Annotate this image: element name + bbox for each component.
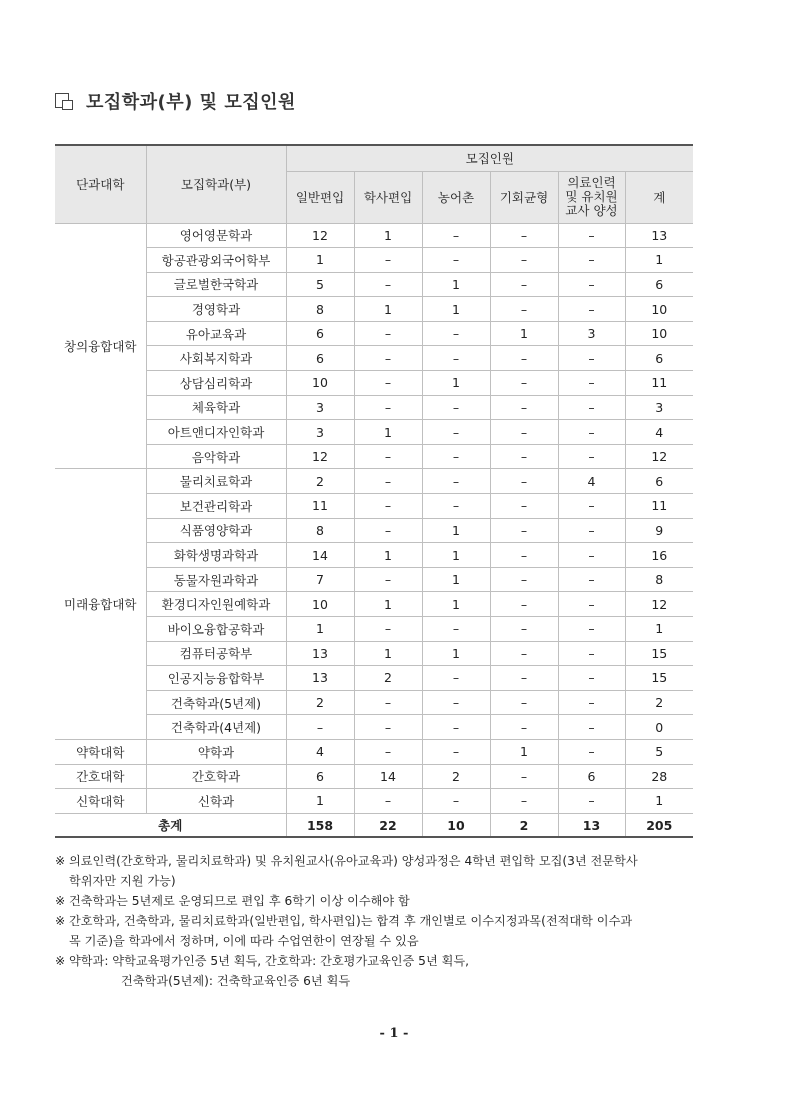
quota-cell: 6 — [286, 321, 354, 346]
quota-cell: 4 — [558, 469, 625, 494]
quota-cell: – — [490, 592, 558, 617]
quota-cell: – — [558, 739, 625, 764]
college-cell: 신학대학 — [55, 789, 146, 814]
dept-cell: 사회복지학과 — [146, 346, 286, 371]
table-row — [55, 739, 693, 764]
header-sub-col-line: 교사 양성 — [565, 203, 618, 218]
quota-cell: 10 — [286, 371, 354, 396]
header-dept: 모집학과(부) — [146, 145, 286, 223]
quota-cell: – — [558, 543, 625, 568]
quota-cell: 12 — [286, 444, 354, 469]
quota-cell: – — [490, 690, 558, 715]
table-row — [55, 346, 693, 371]
table-row — [55, 543, 693, 568]
header-sub-col — [422, 171, 490, 223]
table-row — [55, 297, 693, 322]
quota-cell: – — [354, 395, 422, 420]
table-row — [55, 592, 693, 617]
total-cell: 158 — [286, 813, 354, 837]
dept-cell: 물리치료학과 — [146, 469, 286, 494]
table-row — [55, 272, 693, 297]
quota-cell: 15 — [625, 641, 693, 666]
dept-cell: 환경디자인원예학과 — [146, 592, 286, 617]
quota-cell: 6 — [558, 764, 625, 789]
quota-cell: 8 — [286, 297, 354, 322]
quota-cell: – — [354, 739, 422, 764]
quota-cell: 4 — [625, 420, 693, 445]
quota-cell: 1 — [422, 567, 490, 592]
quota-cell: 8 — [625, 567, 693, 592]
note-line: 의료인력(간호학과, 물리치료학과) 및 유치원교사(유아교육과) 양성과정은 4학년 편입학 모집(3년 전문학사 — [69, 854, 638, 868]
quota-cell: 2 — [286, 469, 354, 494]
quota-cell: – — [558, 567, 625, 592]
table-row — [55, 641, 693, 666]
header-quota-group: 모집인원 — [286, 145, 693, 171]
quota-cell: – — [422, 715, 490, 740]
quota-cell: 12 — [625, 592, 693, 617]
quota-cell: 2 — [625, 690, 693, 715]
quota-cell: 1 — [354, 223, 422, 248]
quota-cell: – — [422, 395, 490, 420]
total-label: 총계 — [55, 813, 286, 837]
quota-cell: – — [354, 469, 422, 494]
quota-cell: 6 — [286, 764, 354, 789]
quota-cell: – — [558, 297, 625, 322]
college-cell: 간호대학 — [55, 764, 146, 789]
dept-cell: 상담심리학과 — [146, 371, 286, 396]
table-row — [55, 518, 693, 543]
quota-cell: – — [490, 346, 558, 371]
quota-cell: – — [490, 248, 558, 273]
quota-cell: – — [422, 469, 490, 494]
dept-cell: 음악학과 — [146, 444, 286, 469]
total-cell: 2 — [490, 813, 558, 837]
quota-cell: – — [354, 690, 422, 715]
dept-cell: 동물자원과학과 — [146, 567, 286, 592]
total-cell: 22 — [354, 813, 422, 837]
quota-cell: – — [354, 321, 422, 346]
quota-cell: – — [354, 371, 422, 396]
dept-cell: 항공관광외국어학부 — [146, 248, 286, 273]
quota-cell: 3 — [625, 395, 693, 420]
quota-cell: 1 — [286, 617, 354, 642]
quota-cell: – — [422, 346, 490, 371]
quota-cell: 1 — [286, 789, 354, 814]
table-row — [55, 321, 693, 346]
quota-cell: 1 — [286, 248, 354, 273]
quota-cell: – — [354, 346, 422, 371]
quota-cell: 1 — [625, 789, 693, 814]
quota-cell: – — [558, 666, 625, 691]
quota-cell: 1 — [354, 297, 422, 322]
dept-cell: 인공지능융합학부 — [146, 666, 286, 691]
quota-cell: 1 — [422, 297, 490, 322]
quota-cell: – — [354, 444, 422, 469]
quota-cell: – — [558, 592, 625, 617]
quota-cell: – — [354, 789, 422, 814]
quota-cell: – — [422, 444, 490, 469]
section-title — [54, 88, 296, 114]
header-sub-col — [558, 171, 625, 223]
dept-cell: 아트앤디자인학과 — [146, 420, 286, 445]
table-row — [55, 371, 693, 396]
quota-cell: – — [354, 518, 422, 543]
table-row — [55, 395, 693, 420]
table-row — [55, 223, 693, 248]
quota-cell: 13 — [625, 223, 693, 248]
quota-cell: 7 — [286, 567, 354, 592]
note-item — [55, 851, 705, 891]
quota-cell: 10 — [625, 321, 693, 346]
dept-cell: 간호학과 — [146, 764, 286, 789]
total-row — [55, 813, 693, 837]
dept-cell: 신학과 — [146, 789, 286, 814]
quota-cell: – — [422, 248, 490, 273]
table-row — [55, 248, 693, 273]
quota-cell: – — [558, 494, 625, 519]
note-mark: ※ — [55, 854, 66, 868]
quota-cell: 8 — [286, 518, 354, 543]
dept-cell: 체육학과 — [146, 395, 286, 420]
quota-cell: – — [354, 272, 422, 297]
quota-cell: – — [286, 715, 354, 740]
quota-cell: 15 — [625, 666, 693, 691]
quota-cell: 16 — [625, 543, 693, 568]
quota-cell: 3 — [558, 321, 625, 346]
dept-cell: 유아교육과 — [146, 321, 286, 346]
header-sub-col — [490, 171, 558, 223]
quota-cell: – — [422, 223, 490, 248]
dept-cell: 건축학과(5년제) — [146, 690, 286, 715]
table-row — [55, 444, 693, 469]
quota-cell: – — [558, 223, 625, 248]
quota-cell: 1 — [354, 641, 422, 666]
header-sub-col — [286, 171, 354, 223]
quota-cell: – — [490, 444, 558, 469]
quota-cell: 5 — [625, 739, 693, 764]
quota-cell: 3 — [286, 420, 354, 445]
quota-cell: 2 — [286, 690, 354, 715]
note-mark: ※ — [55, 954, 66, 968]
section-title-text: 모집학과(부) 및 모집인원 — [86, 92, 296, 113]
quota-cell: – — [558, 444, 625, 469]
quota-cell: – — [558, 518, 625, 543]
table-row — [55, 789, 693, 814]
note-subline: 건축학과(5년제): 건축학교육인증 6년 획득 — [121, 974, 351, 988]
header-sub-col-line: 및 유치원 — [565, 189, 618, 204]
header-sub-col — [354, 171, 422, 223]
note-item — [55, 911, 705, 951]
note-item — [55, 951, 705, 991]
quota-cell: – — [558, 641, 625, 666]
dept-cell: 약학과 — [146, 739, 286, 764]
table-row — [55, 469, 693, 494]
quota-cell: – — [490, 617, 558, 642]
header-sub-col-line: 계 — [653, 189, 666, 205]
dept-cell: 경영학과 — [146, 297, 286, 322]
note-line: 건축학과는 5년제로 운영되므로 편입 후 6학기 이상 이수해야 함 — [69, 894, 410, 908]
quota-cell: – — [558, 346, 625, 371]
quota-cell: – — [490, 518, 558, 543]
dept-cell: 건축학과(4년제) — [146, 715, 286, 740]
header-sub-col — [625, 171, 693, 223]
quota-cell: 9 — [625, 518, 693, 543]
dept-cell: 글로벌한국학과 — [146, 272, 286, 297]
quota-cell: 1 — [354, 543, 422, 568]
college-cell: 약학대학 — [55, 739, 146, 764]
quota-cell: 13 — [286, 666, 354, 691]
quota-cell: – — [422, 617, 490, 642]
table-row — [55, 715, 693, 740]
quota-cell: – — [490, 764, 558, 789]
dept-cell: 바이오융합공학과 — [146, 617, 286, 642]
quota-cell: 14 — [354, 764, 422, 789]
quota-cell: 1 — [422, 518, 490, 543]
quota-cell: 1 — [490, 739, 558, 764]
header-sub-col-line: 농어촌 — [437, 189, 475, 205]
table-row — [55, 690, 693, 715]
quota-cell: 1 — [422, 641, 490, 666]
quota-cell: 1 — [490, 321, 558, 346]
header-sub-col-line: 기회균형 — [499, 189, 549, 205]
quota-cell: – — [558, 371, 625, 396]
quota-cell: 28 — [625, 764, 693, 789]
notes-section — [55, 851, 705, 991]
quota-cell: – — [354, 567, 422, 592]
quota-cell: 6 — [625, 346, 693, 371]
quota-cell: 6 — [286, 346, 354, 371]
quota-cell: – — [354, 494, 422, 519]
quota-cell: – — [490, 371, 558, 396]
quota-cell: 10 — [286, 592, 354, 617]
quota-cell: – — [490, 494, 558, 519]
note-mark: ※ — [55, 914, 66, 928]
quota-cell: – — [422, 690, 490, 715]
quota-cell: – — [422, 666, 490, 691]
dept-cell: 식품영양학과 — [146, 518, 286, 543]
note-line: 학위자만 지원 가능) — [69, 874, 176, 888]
table-row — [55, 617, 693, 642]
quota-cell: 11 — [286, 494, 354, 519]
quota-cell: 1 — [354, 592, 422, 617]
quota-cell: – — [558, 690, 625, 715]
note-mark: ※ — [55, 894, 66, 908]
dept-cell: 컴퓨터공학부 — [146, 641, 286, 666]
quota-cell: – — [354, 248, 422, 273]
quota-cell: – — [490, 666, 558, 691]
quota-cell: – — [422, 494, 490, 519]
quota-cell: 1 — [354, 420, 422, 445]
header-sub-col-line: 의료인력 — [567, 175, 616, 190]
quota-cell: – — [490, 789, 558, 814]
quota-cell: – — [354, 617, 422, 642]
quota-cell: 3 — [286, 395, 354, 420]
quota-cell: 6 — [625, 272, 693, 297]
quota-cell: – — [558, 420, 625, 445]
note-line: 약학과: 약학교육평가인증 5년 획득, 간호학과: 간호평가교육인증 5년 획득, — [69, 954, 470, 968]
quota-cell: – — [490, 223, 558, 248]
quota-cell: – — [490, 395, 558, 420]
quota-cell: 2 — [422, 764, 490, 789]
quota-cell: 1 — [422, 543, 490, 568]
college-cell: 미래융합대학 — [55, 469, 146, 740]
quota-cell: 1 — [422, 592, 490, 617]
quota-cell: – — [354, 715, 422, 740]
quota-cell: 13 — [286, 641, 354, 666]
quota-cell: 12 — [625, 444, 693, 469]
header-sub-col-line: 학사편입 — [363, 189, 413, 205]
table-row — [55, 494, 693, 519]
table-row — [55, 764, 693, 789]
quota-cell: – — [558, 272, 625, 297]
quota-cell: 11 — [625, 371, 693, 396]
dept-cell: 영어영문학과 — [146, 223, 286, 248]
admission-table — [55, 144, 693, 838]
dept-cell: 보건관리학과 — [146, 494, 286, 519]
college-cell: 창의융합대학 — [55, 223, 146, 469]
quota-cell: 2 — [354, 666, 422, 691]
note-line: 간호학과, 건축학과, 물리치료학과(일반편입, 학사편입)는 합격 후 개인별로 이수지정과목(전적대학 이수과 — [69, 914, 633, 928]
quota-cell: – — [490, 272, 558, 297]
quota-cell: – — [558, 715, 625, 740]
quota-cell: 1 — [625, 248, 693, 273]
section-square-icon — [54, 91, 74, 111]
dept-cell: 화학생명과학과 — [146, 543, 286, 568]
note-item — [55, 891, 705, 911]
total-cell: 10 — [422, 813, 490, 837]
quota-cell: 14 — [286, 543, 354, 568]
quota-cell: 1 — [625, 617, 693, 642]
quota-cell: – — [558, 617, 625, 642]
table-row — [55, 420, 693, 445]
note-line: 목 기준)을 학과에서 정하며, 이에 따라 수업연한이 연장될 수 있음 — [69, 934, 419, 948]
quota-cell: 6 — [625, 469, 693, 494]
header-sub-col-line: 일반편입 — [295, 189, 345, 205]
table-row — [55, 666, 693, 691]
table-row — [55, 567, 693, 592]
quota-cell: – — [490, 567, 558, 592]
quota-cell: – — [422, 739, 490, 764]
quota-cell: – — [490, 297, 558, 322]
quota-cell: – — [490, 543, 558, 568]
quota-cell: – — [422, 420, 490, 445]
quota-cell: – — [558, 789, 625, 814]
quota-cell: – — [422, 789, 490, 814]
quota-cell: – — [490, 469, 558, 494]
quota-cell: 0 — [625, 715, 693, 740]
total-cell: 13 — [558, 813, 625, 837]
quota-cell: 10 — [625, 297, 693, 322]
quota-cell: 11 — [625, 494, 693, 519]
quota-cell: – — [490, 420, 558, 445]
quota-cell: – — [558, 248, 625, 273]
quota-cell: 5 — [286, 272, 354, 297]
quota-cell: 4 — [286, 739, 354, 764]
quota-cell: – — [490, 715, 558, 740]
quota-cell: – — [490, 641, 558, 666]
quota-cell: 1 — [422, 371, 490, 396]
page-number: - 1 - — [379, 1026, 409, 1041]
total-cell: 205 — [625, 813, 693, 837]
quota-cell: 12 — [286, 223, 354, 248]
quota-cell: 1 — [422, 272, 490, 297]
quota-cell: – — [422, 321, 490, 346]
quota-cell: – — [558, 395, 625, 420]
header-college: 단과대학 — [55, 145, 146, 223]
